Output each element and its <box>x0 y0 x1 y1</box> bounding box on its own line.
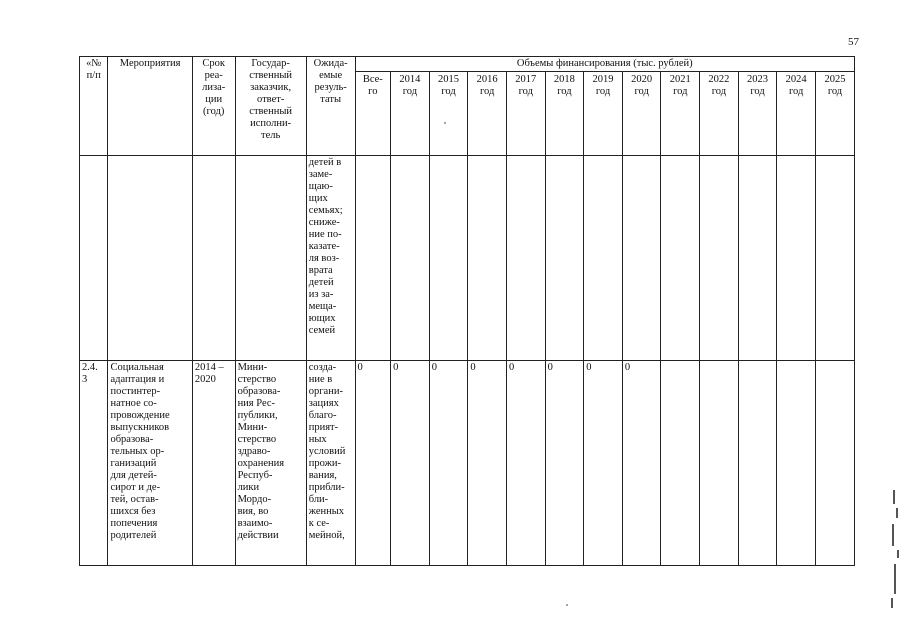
cell-value <box>661 361 700 566</box>
cell-empty <box>545 156 584 361</box>
header-row-top <box>80 57 855 72</box>
cell-empty <box>235 156 306 361</box>
cell-value: 0 <box>622 361 661 566</box>
cell-empty <box>661 156 700 361</box>
cell-value: 0 <box>429 361 468 566</box>
table-row-2-4-3 <box>80 361 855 566</box>
cell-empty <box>355 156 391 361</box>
cell-empty <box>777 156 816 361</box>
cell-term: 2014 – 2020 <box>192 361 235 566</box>
scan-dot <box>444 122 446 124</box>
funding-table <box>79 56 855 566</box>
header-funding-title: Объемы финансирования (тыс. рублей) <box>355 57 854 72</box>
cell-empty <box>506 156 545 361</box>
cell-empty <box>700 156 739 361</box>
header-year: 2015 год <box>429 72 468 156</box>
cell-value <box>738 361 777 566</box>
header-year: 2020 год <box>622 72 661 156</box>
cell-value: 0 <box>545 361 584 566</box>
cell-value: 0 <box>391 361 430 566</box>
header-num: «№ п/п <box>80 57 108 156</box>
cell-empty <box>468 156 507 361</box>
header-customer: Государ- ственный заказчик, ответ- ственный исполни- тель <box>235 57 306 156</box>
header-year: 2019 год <box>584 72 623 156</box>
cell-empty <box>192 156 235 361</box>
cell-empty <box>584 156 623 361</box>
page-number: 57 <box>848 36 859 48</box>
table-row-continuation <box>80 156 855 361</box>
header-year: 2021 год <box>661 72 700 156</box>
header-event: Мероприятия <box>108 57 192 156</box>
header-year: 2024 год <box>777 72 816 156</box>
header-year: 2017 год <box>506 72 545 156</box>
cell-empty <box>815 156 854 361</box>
cell-customer: Мини- стерство образова- ния Рес- публики, Мини- стерство здраво- охранения Респуб- лики Мордо- вия, во взаимо- действии <box>235 361 306 566</box>
cell-expected-continued: детей в заме- щаю- щих семьях; сниже- ние по- казате- ля воз- врата детей из за- меща- ющих семей <box>306 156 355 361</box>
cell-empty <box>429 156 468 361</box>
header-year: 2023 год <box>738 72 777 156</box>
cell-total: 0 <box>355 361 391 566</box>
scan-edge-artifact <box>891 490 901 610</box>
header-year: 2016 год <box>468 72 507 156</box>
header-expected: Ожида- емые резуль- таты <box>306 57 355 156</box>
cell-empty <box>108 156 192 361</box>
header-year: 2022 год <box>700 72 739 156</box>
cell-empty <box>622 156 661 361</box>
cell-value <box>777 361 816 566</box>
cell-value: 0 <box>506 361 545 566</box>
cell-value <box>700 361 739 566</box>
header-total: Все- го <box>355 72 391 156</box>
header-year: 2018 год <box>545 72 584 156</box>
header-term: Срок реа- лиза- ции (год) <box>192 57 235 156</box>
cell-value: 0 <box>468 361 507 566</box>
header-year: 2025 год <box>815 72 854 156</box>
cell-value: 0 <box>584 361 623 566</box>
cell-event: Социальная адаптация и постинтер- натное со- провождение выпускников образова- тельных ор- ганизаций для детей- сирот и де- тей, остав- шихся без попечения родителей <box>108 361 192 566</box>
cell-value <box>815 361 854 566</box>
cell-empty <box>738 156 777 361</box>
cell-empty <box>80 156 108 361</box>
cell-num: 2.4. 3 <box>80 361 108 566</box>
cell-expected: созда- ние в органи- зациях благо- прият- ных условий прожи- вания, прибли- бли- женных к се- мейной, <box>306 361 355 566</box>
scan-dot <box>566 604 568 606</box>
header-year: 2014 год <box>391 72 430 156</box>
cell-empty <box>391 156 430 361</box>
